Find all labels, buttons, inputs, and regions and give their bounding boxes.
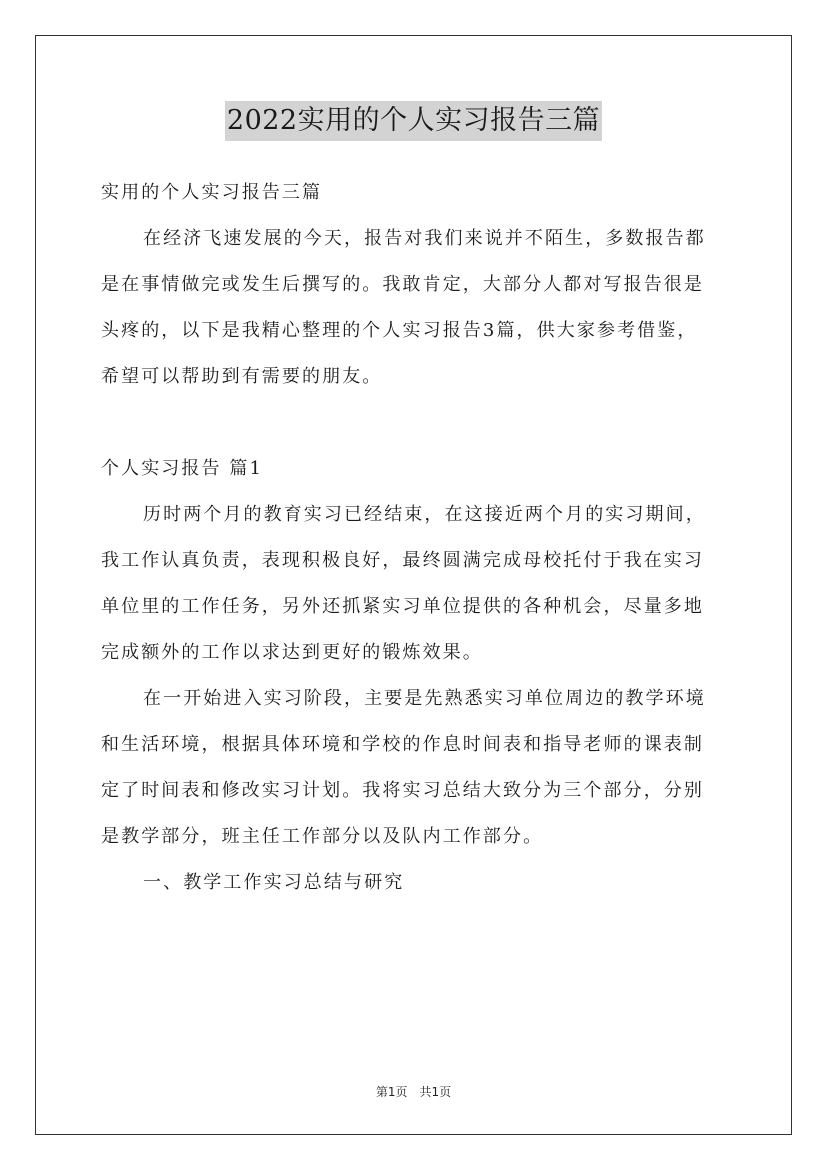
page-footer bbox=[0, 1083, 827, 1100]
document-title: 2022实用的个人实习报告三篇 bbox=[225, 101, 602, 141]
section-heading: 个人实习报告 篇1 bbox=[101, 458, 264, 479]
intro-line: 是在事情做完或发生后撰写的。我敢肯定，大部分人都对写报告很是 bbox=[101, 274, 704, 295]
page-number: 第1页 bbox=[375, 1085, 408, 1099]
page-total: 共1页 bbox=[419, 1085, 452, 1099]
paragraph-line: 单位里的工作任务，另外还抓紧实习单位提供的各种机会，尽量多地 bbox=[101, 596, 704, 617]
paragraph-line: 和生活环境，根据具体环境和学校的作息时间表和指导老师的课表制 bbox=[101, 734, 704, 755]
subheading: 一、教学工作实习总结与研究 bbox=[143, 872, 405, 893]
intro-line: 头疼的，以下是我精心整理的个人实习报告3篇，供大家参考借鉴， bbox=[101, 320, 698, 341]
intro-line: 希望可以帮助到有需要的朋友。 bbox=[101, 366, 383, 387]
paragraph-line: 在一开始进入实习阶段，主要是先熟悉实习单位周边的教学环境 bbox=[143, 688, 706, 709]
document-subtitle: 实用的个人实习报告三篇 bbox=[101, 182, 323, 203]
spacer bbox=[101, 400, 727, 446]
paragraph-line: 是教学部分，班主任工作部分以及队内工作部分。 bbox=[101, 826, 544, 847]
title-container bbox=[0, 101, 827, 141]
paragraph-line: 定了时间表和修改实习计划。我将实习总结大致分为三个部分，分别 bbox=[101, 780, 704, 801]
paragraph-line: 完成额外的工作以求达到更好的锻炼效果。 bbox=[101, 642, 483, 663]
intro-line: 在经济飞速发展的今天，报告对我们来说并不陌生，多数报告都 bbox=[143, 228, 706, 249]
paragraph-line: 历时两个月的教育实习已经结束，在这接近两个月的实习期间， bbox=[143, 504, 706, 525]
paragraph-line: 我工作认真负责，表现积极良好，最终圆满完成母校托付于我在实习 bbox=[101, 550, 704, 571]
document-body bbox=[101, 170, 727, 906]
